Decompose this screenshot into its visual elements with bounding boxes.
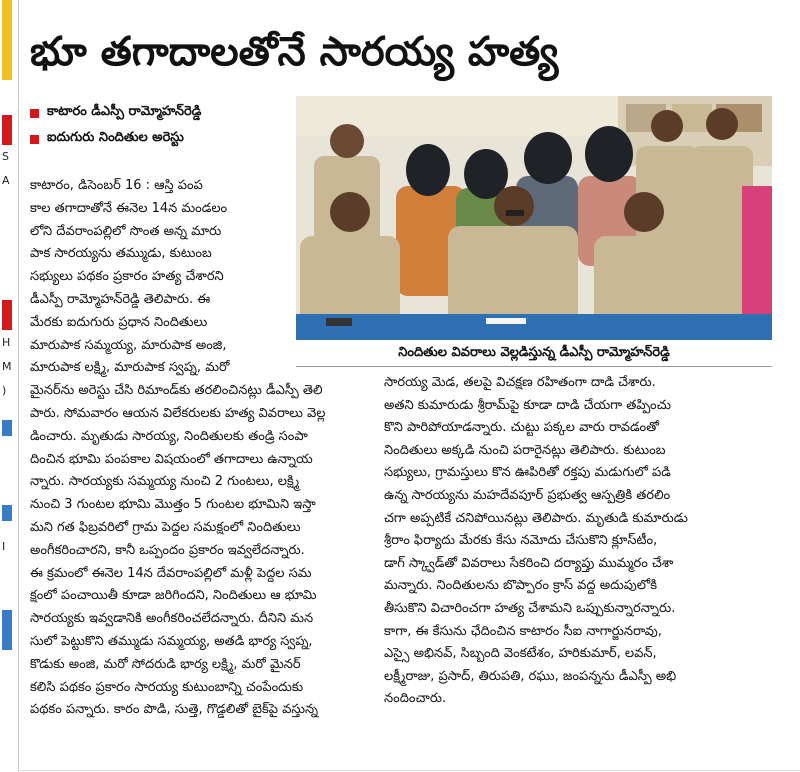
article-headline: భూ తగాదాలతోనే సారయ్య హత్య: [30, 29, 559, 75]
body-line: ఎస్సై అభినవ్, సిబ్బంది వెంకటేశం, హరికుమార్, లవన్,: [384, 646, 657, 662]
photo-illustration: [296, 96, 772, 340]
body-line: పారు. సోమవారం ఆయన విలేకరులకు హత్య వివరాలు వెల్ల: [30, 405, 326, 421]
body-line: మన్నారు. నిందితులను బొప్పారం క్రాస్ వద్ద అదుపులోకి: [384, 578, 658, 594]
body-line: నుంచి 3 గుంటల భూమి మొత్తం 5 గుంటల భూమిని ఇస్తా: [30, 497, 316, 513]
body-line: కాల తగాదాతోనే ఈనెల 14న మండలం: [30, 200, 228, 216]
body-line: కొని పారిపోయాడన్నారు. చుట్టు పక్కల వారు రావడంతో: [384, 420, 659, 436]
body-line: కాటారం, డిసెంబర్ 16 : ఆస్తి పంప: [30, 178, 203, 193]
subheadline-bullet: [30, 100, 292, 126]
gutter-glyph: ): [2, 384, 7, 397]
page-edge-gutter: [0, 0, 19, 772]
body-line: సభ్యులు, గ్రామస్తులు కొన ఊపిరితో రక్తపు మడుగులో పడి: [384, 465, 671, 481]
body-line: అతని కుమారుడు శ్రీరామ్‌పై కూడా దాడి చేయగా తప్పించు: [384, 397, 671, 413]
gutter-glyph: S: [2, 150, 9, 163]
gutter-color-strip: [2, 420, 12, 436]
body-line: మారుపాక సమ్మయ్య, మారుపాక అంజి,: [30, 337, 227, 353]
press-meet-photo: [296, 96, 772, 340]
gutter-glyph: I: [2, 540, 6, 553]
gutter-color-strip: [2, 610, 12, 650]
body-line: కొడుకు అంజి, మరో సోదరుడి భార్య లక్ష్మి, మరో మైనర్: [30, 656, 301, 672]
body-line: శ్రీరాం ఫిర్యాదు మేరకు కేసు నమోదు చేసుకొని క్లూస్‌టీం,: [384, 533, 658, 549]
body-line: పాక సారయ్యను తమ్ముడు, కుటుంబ: [30, 246, 212, 262]
bullet-square-icon: [30, 109, 39, 118]
article-body-column-2: [384, 372, 772, 711]
body-line: ఈ క్రమంలో ఈనెల 14న దేవరాంపల్లిలో మళ్లీ పెద్దల సమ: [30, 565, 312, 581]
gutter-color-strip: [2, 505, 12, 521]
body-line: న్నారు. సారయ్యకు సమ్మయ్య నుంచి 2 గుంటలు, లక్ష్మి: [30, 474, 300, 490]
gutter-color-strip: [2, 300, 12, 330]
gutter-glyph: M: [2, 360, 12, 373]
bullet-square-icon: [30, 135, 39, 144]
body-line: మైనర్‌ను అరెస్టు చేసి రిమాండ్‌కు తరలించినట్లు డీఎస్పీ తెలి: [30, 383, 323, 399]
body-line: దించిన భూమి పంపకాల విషయంలో తగాదాలు ఉన్నాయ: [30, 451, 313, 467]
body-line: డాగ్ స్క్వాడ్‌తో వివరాలు సేకరించి దర్యాప్తు ముమ్మరం చేశా: [384, 555, 674, 571]
body-line: సభ్యులు పథకం ప్రకారం హత్య చేశారని: [30, 269, 224, 285]
body-line: సారయ్యకు ఇవ్వడానికి అంగీకరించలేదన్నారు. దీనిని మన: [30, 611, 314, 627]
body-line: సారయ్య మెడ, తలపై విచక్షణ రహితంగా దాడి చేశారు.: [384, 375, 656, 390]
gutter-color-strip: [2, 115, 12, 145]
bottom-divider: [18, 770, 800, 771]
body-line: తీసుకొని విచారించగా హత్య చేశామని ఒప్పుకున్నారన్నారు.: [384, 600, 676, 616]
body-line: సులో పెట్టుకొని తమ్ముడు సమ్మయ్య, అతడి భార్య స్వప్న,: [30, 633, 313, 649]
body-line: నందించారు.: [384, 691, 447, 707]
body-line: ఉన్న సారయ్యను మహదేవపూర్ ప్రభుత్వ ఆస్పత్రికి తరలిం: [384, 487, 671, 503]
subheadline-bullet: [30, 126, 292, 152]
photo-caption: నిందితుల వివరాలు వెల్లడిస్తున్న డీఎస్పీ రామ్మోహన్‌రెడ్డి: [296, 340, 772, 367]
gutter-color-strip: [2, 0, 12, 80]
bullet-text: కాటారం డీఎస్పీ రామ్మోహన్‌రెడ్డి: [47, 104, 202, 119]
body-line: డించారు. మృతుడు సారయ్య, నిందితులకు తండ్రి సంపా: [30, 428, 308, 444]
body-line: క్షంలో పంచాయితీ కూడా జరిగిందని, నిందితులు ఆ భూమి: [30, 588, 317, 604]
bullet-text: ఐదుగురు నిందితుల అరెస్టు: [47, 130, 184, 145]
body-line: కలిసి పథకం ప్రకారం సారయ్య కుటుంబాన్ని చంపేందుకు: [30, 679, 304, 695]
body-line: పథకం పన్నారు. కారం పొడి, సుత్తె, గొడ్డలితో బైక్‌పై వస్తున్న: [30, 702, 318, 718]
body-line: మేరకు ఐదుగురు ప్రధాన నిందితులు: [30, 314, 208, 330]
subheadline-bullets: [30, 100, 292, 152]
body-line: లక్ష్మీరాజు, ప్రసాద్, తిరుపతి, రఘు, జంపన్నను డీఎస్పీ అభి: [384, 668, 677, 684]
article-body-column-1: [30, 175, 326, 722]
gutter-glyph: A: [2, 174, 10, 187]
body-line: కాగా, ఈ కేసును ఛేదించిన కాటారం సీఐ నాగార్జునరావు,: [384, 623, 662, 639]
body-line: మారుపాక లక్ష్మి, మారుపాక స్వప్న, మరో: [30, 360, 230, 376]
body-line: మని గత ఫిబ్రవరిలో గ్రామ పెద్దల సమక్షంలో నిందితులు: [30, 519, 301, 535]
body-line: డీఎస్పీ రామ్మోహన్‌రెడ్డి తెలిపారు. ఈ: [30, 291, 211, 307]
body-line: లోని దేవరాంపల్లిలో సొంత అన్న మారు: [30, 223, 222, 239]
body-line: అంగీకరించారని, కానీ ఒప్పందం ప్రకారం ఇవ్వలేదన్నారు.: [30, 542, 305, 558]
gutter-glyph: H: [2, 336, 11, 349]
body-line: చగా అప్పటికే చనిపోయినట్లు తెలిపారు. మృతుడి కుమారుడు: [384, 510, 688, 526]
body-line: నిందితులు అక్కడి నుంచి పరారైనట్లు తెలిపారు. కుటుంబ: [384, 442, 666, 458]
